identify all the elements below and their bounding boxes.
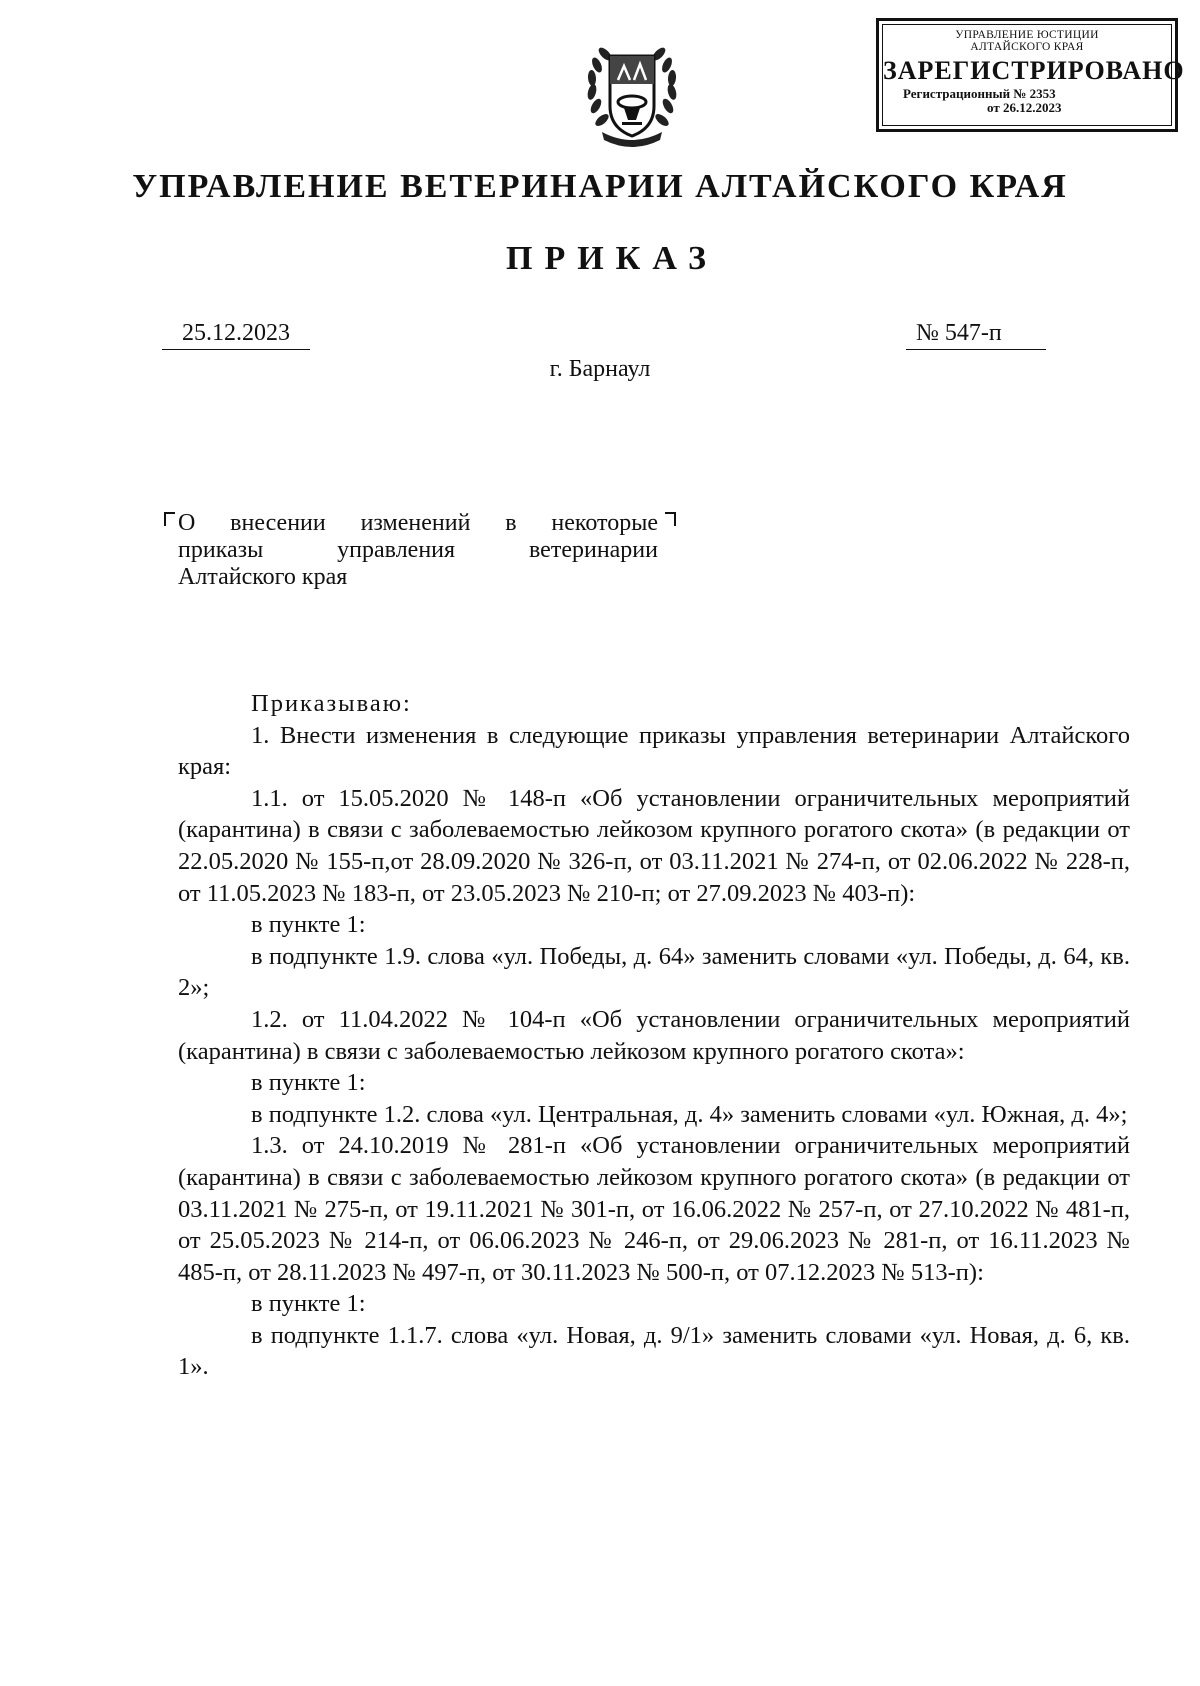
paragraph-1-1-point: в пункте 1: bbox=[251, 911, 366, 939]
subject-bracket-right bbox=[665, 512, 676, 526]
stamp-reg-date: от 26.12.2023 bbox=[987, 100, 1062, 115]
stamp-reg-number: Регистрационный № 2353 bbox=[903, 86, 1056, 101]
document-number: № 547-п bbox=[906, 320, 1046, 350]
subject-line-2: приказы управления ветеринарии bbox=[178, 537, 658, 563]
document-subject bbox=[178, 510, 658, 591]
paragraph-1: 1. Внести изменения в следующие приказы управления ветеринарии Алтайского края: bbox=[178, 721, 1130, 781]
paragraph-1-2-point: в пункте 1: bbox=[251, 1069, 366, 1097]
document-date: 25.12.2023 bbox=[162, 320, 310, 350]
registration-stamp bbox=[876, 18, 1185, 132]
subject-bracket-left bbox=[164, 512, 175, 526]
stamp-org-line2: АЛТАЙСКОГО КРАЯ bbox=[970, 41, 1084, 53]
subject-line-1: О внесении изменений в некоторые bbox=[178, 510, 658, 536]
subject-line-3: Алтайского края bbox=[178, 564, 348, 590]
stamp-org-line1: УПРАВЛЕНИЕ ЮСТИЦИИ bbox=[955, 29, 1099, 41]
document-body bbox=[178, 688, 1130, 1383]
document-type: ПРИКАЗ bbox=[506, 240, 718, 277]
document-city: г. Барнаул bbox=[549, 356, 651, 382]
coat-of-arms-icon bbox=[572, 36, 692, 156]
paragraph-1-1: 1.1. от 15.05.2020 № 148-п «Об установлении ограничительных мероприятий (карантина) в связи с заболеваемостью лейкозом крупного рогатого скота» (в редакции от 22.05.2020 № 155-п,от 28.09.2020 № 326-п, от 03.11.2021 № 274-п, от 02.06.2022 № 228-п, от 11.05.2023 № 183-п, от 23.05.2023 № 210-п; от 27.09.2023 № 403-п): bbox=[178, 784, 1130, 907]
organization-title: УПРАВЛЕНИЕ ВЕТЕРИНАРИИ АЛТАЙСКОГО КРАЯ bbox=[132, 168, 1068, 205]
paragraph-1-3: 1.3. от 24.10.2019 № 281-п «Об установлении ограничительных мероприятий (карантина) в связи с заболеваемостью лейкозом крупного рогатого скота» (в редакции от 03.11.2021 № 275-п, от 19.11.2021 № 301-п, от 16.06.2022 № 257-п, от 27.10.2022 № 481-п, от 25.05.2023 № 214-п, от 06.06.2023 № 246-п, от 29.06.2023 № 281-п, от 16.11.2023 № 485-п, от 28.11.2023 № 497-п, от 30.11.2023 № 500-п, от 07.12.2023 № 513-п): bbox=[178, 1132, 1130, 1286]
stamp-title: ЗАРЕГИСТРИРОВАНО bbox=[883, 56, 1185, 85]
paragraph-1-1-subpoint: в подпункте 1.9. слова «ул. Победы, д. 64» заменить словами «ул. Победы, д. 64, кв. 2»; bbox=[178, 942, 1130, 1002]
paragraph-1-2-subpoint: в подпункте 1.2. слова «ул. Центральная, д. 4» заменить словами «ул. Южная, д. 4»; bbox=[251, 1100, 1128, 1128]
paragraph-1-2: 1.2. от 11.04.2022 № 104-п «Об установлении ограничительных мероприятий (карантина) в связи с заболеваемостью лейкозом крупного рогатого скота»: bbox=[178, 1005, 1130, 1065]
paragraph-1-3-point: в пункте 1: bbox=[251, 1290, 366, 1318]
order-lead: Приказываю: bbox=[251, 690, 412, 717]
paragraph-1-3-subpoint: в подпункте 1.1.7. слова «ул. Новая, д. 9/1» заменить словами «ул. Новая, д. 6, кв. 1». bbox=[178, 1321, 1130, 1381]
